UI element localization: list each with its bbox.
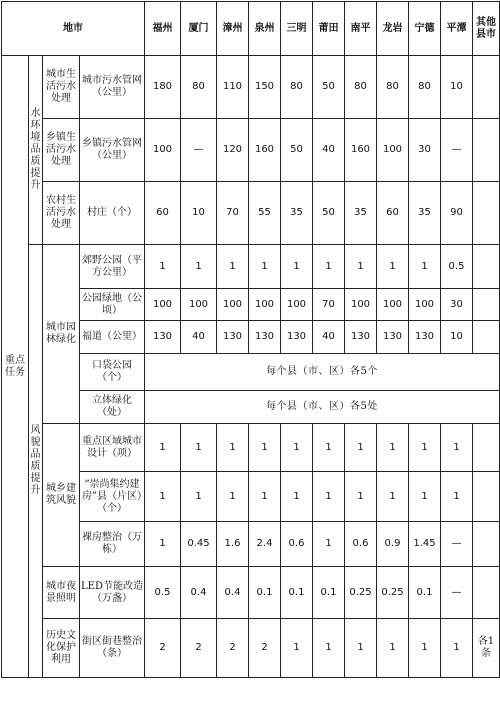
value-cell: 10 — [441, 321, 473, 354]
value-cell: 1 — [181, 472, 217, 522]
value-cell: 30 — [441, 289, 473, 321]
value-cell: 2.4 — [249, 522, 281, 567]
value-cell: 1 — [409, 472, 441, 522]
value-cell: 180 — [145, 56, 181, 119]
value-cell: 130 — [281, 321, 313, 354]
city-header: 南平 — [345, 2, 377, 56]
value-cell: 1 — [249, 472, 281, 522]
table-row — [2, 56, 500, 119]
value-cell: 1 — [345, 619, 377, 678]
value-cell: 1 — [313, 619, 345, 678]
table-row — [2, 619, 500, 678]
value-cell: 0.25 — [377, 567, 409, 619]
value-cell — [473, 522, 500, 567]
water-section-label: 水环境品质提升 — [29, 56, 43, 245]
value-cell: 130 — [377, 321, 409, 354]
city-header: 泉州 — [249, 2, 281, 56]
value-cell: 1 — [281, 472, 313, 522]
value-cell — [473, 245, 500, 289]
value-cell: 0.25 — [345, 567, 377, 619]
value-cell: 100 — [345, 289, 377, 321]
city-header: 龙岩 — [377, 2, 409, 56]
key-tasks-table — [1, 1, 500, 678]
value-cell: 50 — [313, 56, 345, 119]
category-label: 历史文化保护利用 — [43, 619, 80, 678]
style-section-label: 风貌品质提升 — [29, 245, 43, 678]
value-cell: 1 — [313, 522, 345, 567]
value-cell: 70 — [313, 289, 345, 321]
value-cell: 1 — [345, 424, 377, 472]
value-cell: 1 — [345, 245, 377, 289]
category-label: 城市夜景照明 — [43, 567, 80, 619]
merged-value-cell: 每个县（市、区）各5处 — [145, 391, 500, 424]
value-cell: 30 — [409, 119, 441, 182]
value-cell: 1 — [313, 472, 345, 522]
value-cell: 1 — [377, 424, 409, 472]
city-header: 莆田 — [313, 2, 345, 56]
value-cell: 1 — [409, 424, 441, 472]
value-cell: 160 — [249, 119, 281, 182]
value-cell — [473, 56, 500, 119]
page — [0, 1, 500, 709]
value-cell: 各1条 — [473, 619, 500, 678]
table-row — [2, 119, 500, 182]
value-cell: 35 — [409, 182, 441, 245]
item-label: 公园绿地（公顷） — [80, 289, 145, 321]
value-cell: 2 — [181, 619, 217, 678]
value-cell: 160 — [345, 119, 377, 182]
value-cell: 35 — [345, 182, 377, 245]
value-cell: 1.6 — [217, 522, 249, 567]
item-label: “崇尚集约建房”县（片区）（个） — [80, 472, 145, 522]
value-cell: 0.6 — [281, 522, 313, 567]
value-cell: 130 — [145, 321, 181, 354]
table-row — [2, 424, 500, 472]
value-cell — [473, 472, 500, 522]
value-cell: 1 — [377, 472, 409, 522]
value-cell: 0.6 — [345, 522, 377, 567]
table-body — [2, 2, 500, 678]
table-row — [2, 567, 500, 619]
value-cell: 1 — [409, 619, 441, 678]
value-cell: — — [181, 119, 217, 182]
value-cell: 100 — [377, 289, 409, 321]
value-cell — [473, 321, 500, 354]
value-cell: 0.1 — [281, 567, 313, 619]
value-cell: 80 — [181, 56, 217, 119]
value-cell: 1 — [145, 472, 181, 522]
value-cell: 130 — [345, 321, 377, 354]
item-label: 村庄（个） — [80, 182, 145, 245]
value-cell: 1.45 — [409, 522, 441, 567]
value-cell: 55 — [249, 182, 281, 245]
value-cell: 1 — [249, 424, 281, 472]
value-cell: 1 — [249, 245, 281, 289]
value-cell: 1 — [441, 472, 473, 522]
value-cell: 70 — [217, 182, 249, 245]
value-cell: 0.4 — [217, 567, 249, 619]
value-cell: 130 — [217, 321, 249, 354]
key-tasks-label: 重点任务 — [2, 56, 29, 678]
item-label: LED节能改造（万盏） — [80, 567, 145, 619]
value-cell: — — [441, 567, 473, 619]
value-cell: 1 — [281, 619, 313, 678]
value-cell: 1 — [217, 424, 249, 472]
value-cell: 100 — [377, 119, 409, 182]
value-cell: 1 — [145, 245, 181, 289]
value-cell: 100 — [409, 289, 441, 321]
value-cell: 10 — [441, 56, 473, 119]
value-cell: 1 — [345, 472, 377, 522]
value-cell: 1 — [441, 619, 473, 678]
value-cell: 110 — [217, 56, 249, 119]
value-cell: 0.4 — [181, 567, 217, 619]
value-cell: 1 — [409, 245, 441, 289]
value-cell: 150 — [249, 56, 281, 119]
value-cell: 2 — [249, 619, 281, 678]
value-cell: 100 — [281, 289, 313, 321]
table-row — [2, 245, 500, 289]
item-label: 福道（公里） — [80, 321, 145, 354]
region-header: 地市 — [2, 2, 145, 56]
value-cell: 80 — [409, 56, 441, 119]
value-cell: 100 — [181, 289, 217, 321]
merged-value-cell: 每个县（市、区）各5个 — [145, 354, 500, 391]
value-cell — [473, 119, 500, 182]
value-cell: 1 — [377, 619, 409, 678]
value-cell: 100 — [217, 289, 249, 321]
city-header: 宁德 — [409, 2, 441, 56]
value-cell: 1 — [313, 245, 345, 289]
category-label: 城市园林绿化 — [43, 245, 80, 424]
value-cell: 2 — [145, 619, 181, 678]
city-header: 福州 — [145, 2, 181, 56]
category-label: 农村生活污水处理 — [43, 182, 80, 245]
item-label: 城市污水管网（公里） — [80, 56, 145, 119]
value-cell: 1 — [377, 245, 409, 289]
city-header: 平潭 — [441, 2, 473, 56]
value-cell: 0.1 — [313, 567, 345, 619]
value-cell — [473, 289, 500, 321]
value-cell: 1 — [217, 472, 249, 522]
value-cell: 0.5 — [145, 567, 181, 619]
value-cell: 35 — [281, 182, 313, 245]
value-cell: 1 — [441, 424, 473, 472]
item-label: 重点区域城市设计（项） — [80, 424, 145, 472]
value-cell — [473, 182, 500, 245]
city-header: 三明 — [281, 2, 313, 56]
value-cell: — — [441, 119, 473, 182]
item-label: 裸房整治（万栋） — [80, 522, 145, 567]
city-header: 厦门 — [181, 2, 217, 56]
value-cell: — — [441, 522, 473, 567]
value-cell: 1 — [313, 424, 345, 472]
item-label: 郊野公园（平方公里） — [80, 245, 145, 289]
value-cell: 1 — [181, 245, 217, 289]
value-cell — [473, 567, 500, 619]
item-label: 乡镇污水管网（公里） — [80, 119, 145, 182]
category-label: 城市生活污水处理 — [43, 56, 80, 119]
item-label: 口袋公园（个） — [80, 354, 145, 391]
value-cell: 40 — [181, 321, 217, 354]
table-row — [2, 182, 500, 245]
value-cell: 60 — [145, 182, 181, 245]
value-cell: 80 — [377, 56, 409, 119]
value-cell: 40 — [313, 321, 345, 354]
value-cell: 80 — [281, 56, 313, 119]
value-cell: 0.1 — [249, 567, 281, 619]
value-cell: 130 — [409, 321, 441, 354]
value-cell: 2 — [217, 619, 249, 678]
value-cell: 0.45 — [181, 522, 217, 567]
city-header: 漳州 — [217, 2, 249, 56]
value-cell: 60 — [377, 182, 409, 245]
category-label: 城乡建筑风貌 — [43, 424, 80, 567]
value-cell: 50 — [313, 182, 345, 245]
value-cell: 80 — [345, 56, 377, 119]
value-cell: 50 — [281, 119, 313, 182]
value-cell — [473, 424, 500, 472]
value-cell: 1 — [217, 245, 249, 289]
value-cell: 0.9 — [377, 522, 409, 567]
value-cell: 1 — [181, 424, 217, 472]
value-cell: 1 — [281, 245, 313, 289]
value-cell: 120 — [217, 119, 249, 182]
city-header: 其他县市 — [473, 2, 500, 56]
category-label: 乡镇生活污水处理 — [43, 119, 80, 182]
value-cell: 1 — [145, 522, 181, 567]
value-cell: 130 — [249, 321, 281, 354]
value-cell: 100 — [145, 119, 181, 182]
value-cell: 1 — [145, 424, 181, 472]
value-cell: 1 — [281, 424, 313, 472]
value-cell: 10 — [181, 182, 217, 245]
value-cell: 100 — [249, 289, 281, 321]
value-cell: 100 — [145, 289, 181, 321]
value-cell: 90 — [441, 182, 473, 245]
value-cell: 40 — [313, 119, 345, 182]
table-row — [2, 2, 500, 56]
value-cell: 0.5 — [441, 245, 473, 289]
item-label: 街区街巷整治（条） — [80, 619, 145, 678]
value-cell: 0.1 — [409, 567, 441, 619]
item-label: 立体绿化（处） — [80, 391, 145, 424]
